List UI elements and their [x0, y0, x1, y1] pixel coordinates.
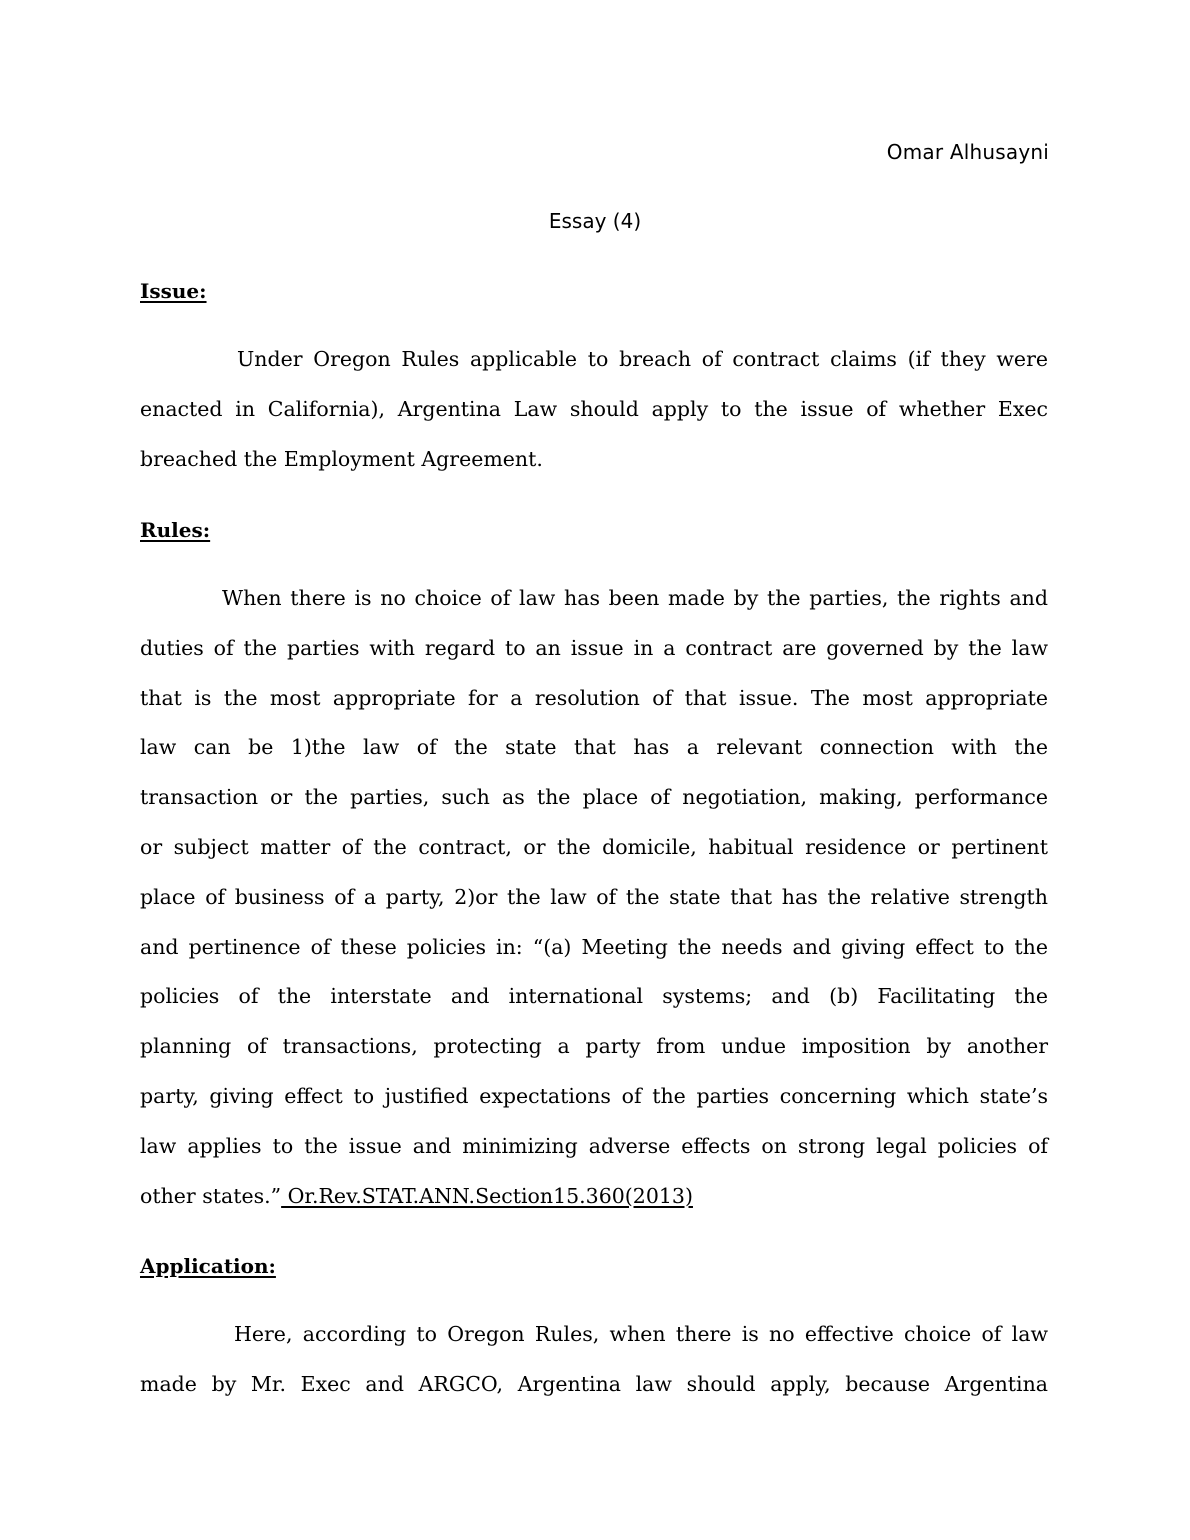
text-line: made by Mr. Exec and ARGCO, Argentina law should apply, because Argentina	[140, 1371, 1048, 1396]
text-line: planning of transactions, protecting a party from undue imposition by another	[140, 1034, 1048, 1059]
author-name: Omar Alhusayni	[886, 140, 1049, 164]
text-line: When there is no choice of law has been made by the parties, the rights and	[222, 586, 1048, 610]
text-line: and pertinence of these policies in: “(a) Meeting the needs and giving effect to the	[140, 934, 1048, 959]
text-line: duties of the parties with regard to an issue in a contract are governed by the law	[140, 635, 1048, 660]
statute-citation: Or.Rev.STAT.ANN.Section15.360(2013)	[281, 1183, 693, 1208]
issue-paragraph	[140, 335, 1048, 484]
text-line: policies of the interstate and international systems; and (b) Facilitating the	[140, 984, 1048, 1009]
text-line: enacted in California), Argentina Law should apply to the issue of whether Exec	[140, 396, 1048, 421]
text-line: Under Oregon Rules applicable to breach of contract claims (if they were	[237, 347, 1048, 371]
text-line: transaction or the parties, such as the place of negotiation, making, performance	[140, 785, 1048, 810]
rules-paragraph	[140, 574, 1048, 1221]
application-paragraph	[140, 1310, 1048, 1410]
application-heading: Application:	[140, 1254, 276, 1278]
text-line: that is the most appropriate for a resolution of that issue. The most appropriate	[140, 685, 1048, 710]
text-line: or subject matter of the contract, or the domicile, habitual residence or pertinent	[140, 834, 1048, 859]
essay-title: Essay (4)	[548, 209, 642, 233]
text-line: Here, according to Oregon Rules, when there is no effective choice of law	[234, 1322, 1048, 1346]
text-line: place of business of a party, 2)or the law of the state that has the relative strength	[140, 884, 1048, 909]
text-line: law applies to the issue and minimizing adverse effects on strong legal policies of	[140, 1133, 1048, 1158]
issue-heading: Issue:	[140, 279, 207, 303]
text-line: breached the Employment Agreement.	[140, 446, 543, 471]
text-line: party, giving effect to justified expectations of the parties concerning which state’s	[140, 1083, 1048, 1108]
text-line	[140, 1172, 1048, 1222]
text-line: law can be 1)the law of the state that has a relevant connection with the	[140, 735, 1048, 760]
text-fragment: other states.”	[140, 1183, 282, 1208]
rules-heading: Rules:	[140, 518, 211, 542]
